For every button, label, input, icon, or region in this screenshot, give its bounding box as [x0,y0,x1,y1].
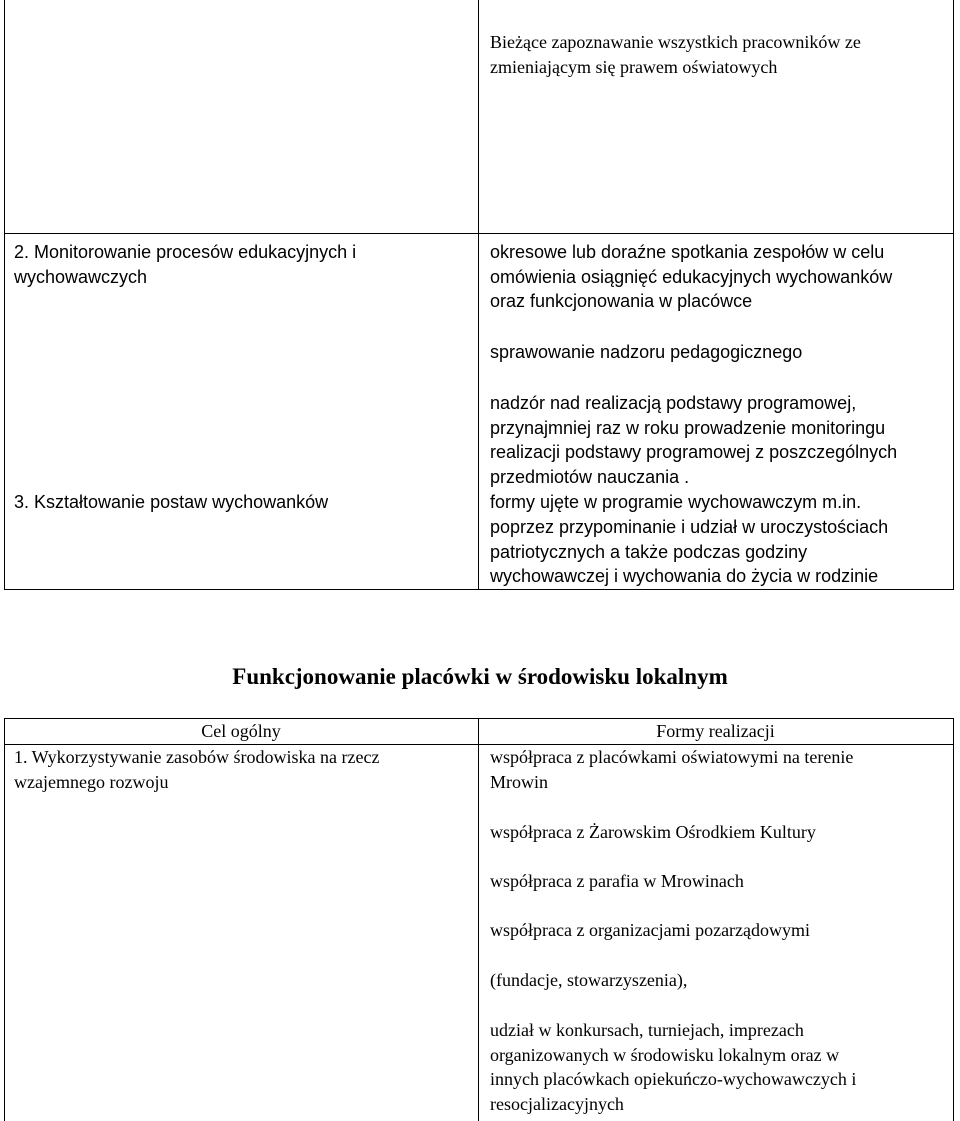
text-line: 1. Wykorzystywanie zasobów środowiska na rzecz [14,747,380,767]
text-line: omówienia osiągnięć edukacyjnych wychowanków [490,266,893,287]
table-border-bottom [4,589,954,590]
form-item-parish [490,869,744,894]
text-line: organizowanych w środowisku lokalnym oraz w [490,1044,840,1065]
form-item-program [490,490,861,515]
text-line: okresowe lub doraźne spotkania zespołów w celu [490,242,885,262]
form-item-ceremonies [490,515,888,589]
header-formy-realizacji: Formy realizacji [656,721,775,741]
text-line: udział w konkursach, turniejach, imprezach [490,1020,804,1040]
text-line: przedmiotów nauczania . [490,466,690,487]
text-line: Mrowin [490,771,548,792]
section-heading: Funkcjonowanie placówki w środowisku lokalnym [232,664,728,689]
text-line: współpraca z parafia w Mrowinach [490,871,744,891]
text-line: (fundacje, stowarzyszenia), [490,970,688,990]
text-line: wzajemnego rozwoju [14,771,169,792]
table-row-divider [4,233,954,234]
goal-cell-attitudes [14,490,328,515]
local-environment-table [0,718,960,1121]
form-item-schools [490,745,853,794]
text-line: wychowawczej i wychowania do życia w rodzinie [490,566,879,586]
text-line: współpraca z organizacjami pozarządowymi [490,920,811,940]
form-item-supervision [490,340,802,365]
text-line: 3. Kształtowanie postaw wychowanków [14,492,329,512]
text-line: zmieniającym się prawem oświatowych [490,56,778,77]
text-line: realizacji podstawy programowej z poszczególnych [490,442,898,462]
text-line: resocjalizacyjnych [490,1093,624,1114]
text-line: współpraca z placówkami oświatowymi na terenie [490,747,854,767]
table-border-left [4,718,5,1121]
form-item-competitions [490,1018,856,1116]
form-item-foundations [490,968,687,993]
table-column-divider [478,718,479,1121]
cell-text-block [490,30,861,79]
text-line: patriotycznych a także podczas godziny [490,541,808,562]
form-item-meetings [490,240,892,314]
text-line: formy ujęte w programie wychowawczym m.in. [490,492,862,512]
text-line: przynajmniej raz w roku prowadzenie monitoringu [490,417,886,438]
table-border-right [953,718,954,1121]
goal-cell-resources [14,745,379,794]
form-item-ngo [490,918,810,943]
text-line: innych placówkach opiekuńczo-wychowawczych i [490,1069,857,1089]
header-cel-ogolny: Cel ogólny [201,721,281,741]
text-line: oraz funkcjonowania w placówce [490,291,753,311]
goal-cell-monitoring [14,240,356,289]
text-line: 2. Monitorowanie procesów edukacyjnych i [14,242,357,262]
table-column-divider [478,0,479,589]
text-line: współpraca z Żarowskim Ośrodkiem Kultury [490,822,816,842]
text-line: sprawowanie nadzoru pedagogicznego [490,342,803,362]
text-line: wychowawczych [14,266,148,287]
table-border-right [953,0,954,589]
text-line: poprzez przypominanie i udział w uroczystościach [490,517,889,537]
table-border-left [4,0,5,589]
text-line: nadzór nad realizacją podstawy programowej, [490,393,857,413]
text-line: Bieżące zapoznawanie wszystkich pracowników ze [490,32,861,52]
form-item-culture-center [490,820,816,845]
form-item-curriculum [490,391,897,489]
